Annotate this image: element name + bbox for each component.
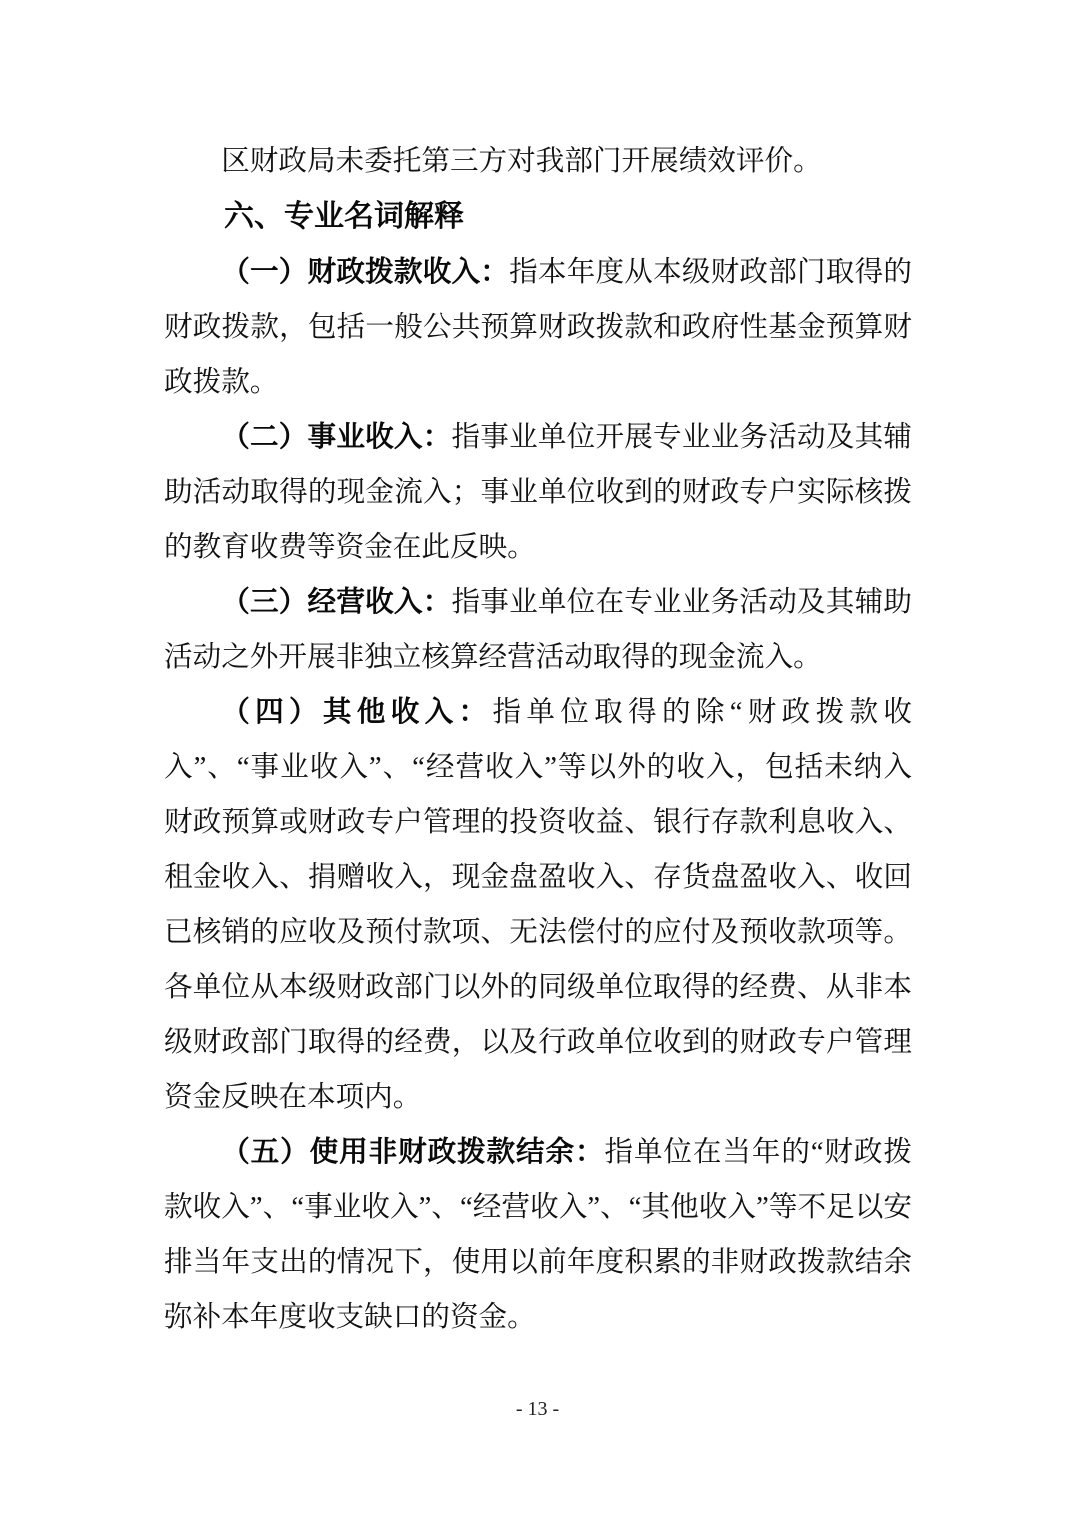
term-definition-business-income	[164, 575, 912, 685]
term-definition-fiscal-appropriation-income	[164, 245, 912, 410]
term-label: （四）其他收入：	[221, 697, 493, 728]
term-text: 指事业单位开展专业业务活动及其辅助活动取得的现金流入；事业单位收到的财政专户实际核拨的教育收费等资金在此反映。	[164, 422, 912, 563]
term-label: （二）事业收入：	[221, 422, 452, 453]
term-definition-use-of-non-fiscal-balance	[164, 1125, 912, 1345]
term-label: （五）使用非财政拨款结余：	[221, 1137, 605, 1168]
term-text: 指事业单位在专业业务活动及其辅助活动之外开展非独立核算经营活动取得的现金流入。	[164, 587, 912, 673]
term-text: 指本年度从本级财政部门取得的财政拨款，包括一般公共预算财政拨款和政府性基金预算财政拨款。	[164, 257, 912, 398]
page-number: - 13 -	[515, 1398, 560, 1420]
term-label: （三）经营收入：	[221, 587, 452, 618]
term-text: 指单位在当年的“财政拨款收入”、“事业收入”、“经营收入”、“其他收入”等不足以安排当年支出的情况下，使用以前年度积累的非财政拨款结余弥补本年度收支缺口的资金。	[164, 1137, 912, 1333]
term-definition-operational-income	[164, 410, 912, 575]
paragraph-evaluation-note: 区财政局未委托第三方对我部门开展绩效评价。	[221, 146, 822, 177]
document-body	[164, 134, 912, 1345]
term-definition-other-income	[164, 685, 912, 1125]
section-heading-terminology: 六、专业名词解释	[224, 200, 464, 233]
term-label: （一）财政拨款收入：	[221, 257, 510, 288]
term-text: 指单位取得的除“财政拨款收入”、“事业收入”、“经营收入”等以外的收入，包括未纳入财政预算或财政专户管理的投资收益、银行存款利息收入、租金收入、捐赠收入，现金盘盈收入、存货盘盈收入、收回已核销的应收及预付款项、无法偿付的应付及预收款项等。各单位从本级财政部门以外的同级单位取得的经费、从非本级财政部门取得的经费，以及行政单位收到的财政专户管理资金反映在本项内。	[164, 697, 912, 1113]
page-footer	[0, 1398, 1075, 1421]
